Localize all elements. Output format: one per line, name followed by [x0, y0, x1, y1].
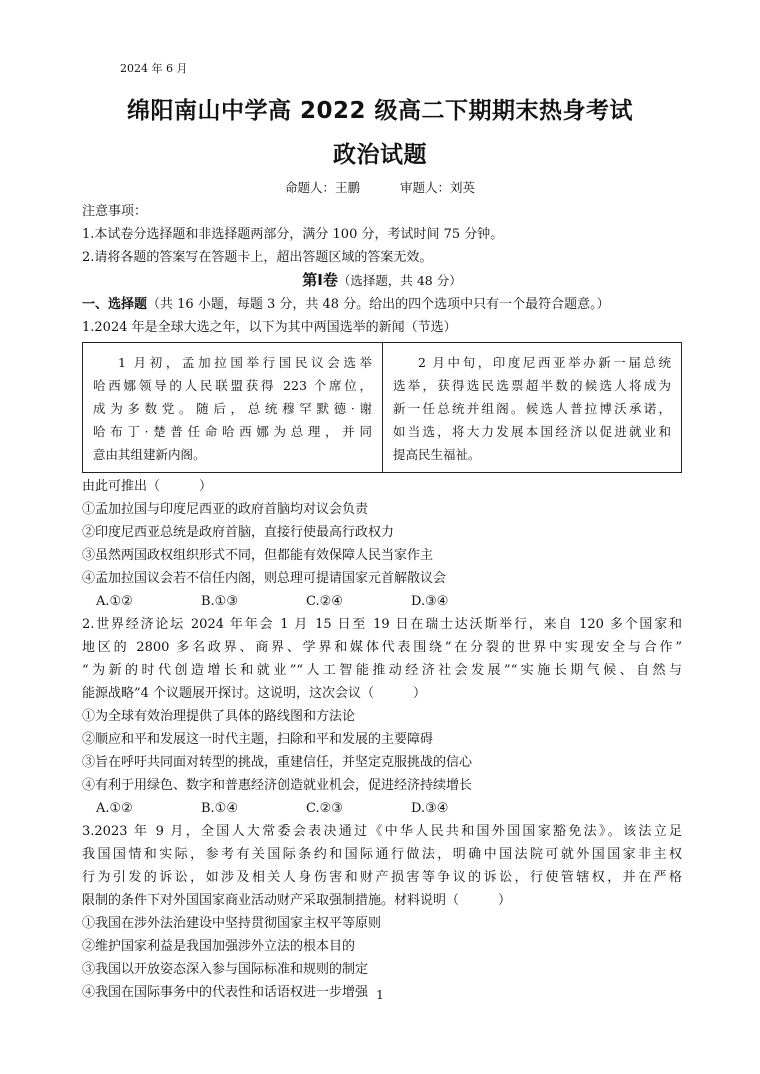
q1-statement: ①孟加拉国与印度尼西亚的政府首脑均对议会负责	[82, 502, 369, 517]
q2-statement: ①为全球有效治理提供了具体的路线图和方法论	[82, 709, 356, 724]
news-line: 意由其组建新内阁。	[93, 447, 206, 462]
option-d: D.③④	[411, 801, 449, 816]
section-name: 第Ⅰ卷	[302, 271, 338, 289]
option-d: D.③④	[411, 594, 449, 609]
q1-statement: ④孟加拉国议会若不信任内阁，则总理可提请国家元首解散议会	[82, 571, 447, 586]
q2-options	[82, 797, 682, 820]
news-line: 哈布丁·楚普任命哈西娜为总理，并同	[93, 424, 372, 439]
q1-prompt: 由此可推出（ ）	[82, 479, 213, 494]
note-item: 1.本试卷分选择题和非选择题两部分，满分 100 分，考试时间 75 分钟。	[82, 227, 504, 242]
exam-date: 2024 年 6 月	[120, 62, 188, 75]
q1-statement: ③虽然两国政权组织形式不同，但都能有效保障人民当家作主	[82, 548, 434, 563]
news-indonesia	[382, 343, 681, 472]
q2-line: “为新的时代创造增长和就业”“人工智能推动经济社会发展”“实施长期气候、自然与	[82, 663, 682, 678]
setter: 命题人：王鹏	[284, 180, 360, 195]
exam-content	[82, 200, 682, 1004]
section-title	[82, 269, 682, 293]
q2-line: 地区的 2800 多名政界、商界、学界和媒体代表围绕“在分裂的世界中实现安全与合作”	[82, 640, 682, 655]
authors-line	[0, 178, 760, 196]
q3-line: 3.2023 年 9 月，全国人大常委会表决通过《中华人民共和国外国国家豁免法》。该法立足	[82, 824, 682, 839]
option-a: A.①②	[96, 594, 133, 609]
q3-statement: ③我国以开放姿态深入参与国际标准和规则的制定	[82, 962, 369, 977]
news-line: 新一任总统并组阁。候选人普拉博沃承诺，	[393, 401, 671, 416]
q3-line: 我国国情和实际，参考有关国际条约和国际通行做法，明确中国法院可就外国国家非主权	[82, 847, 682, 862]
option-c: C.②④	[306, 594, 343, 609]
option-b: B.①④	[201, 801, 238, 816]
option-b: B.①③	[201, 594, 238, 609]
note-item: 2.请将各题的答案写在答题卡上，超出答题区域的答案无效。	[82, 250, 433, 265]
option-c: C.②③	[306, 801, 343, 816]
section-note: （选择题，共 48 分）	[337, 273, 462, 288]
q1-options	[82, 590, 682, 613]
news-line: 2 月中旬，印度尼西亚举办新一届总统	[418, 355, 671, 370]
q3-statement: ②维护国家利益是我国加强涉外立法的根本目的	[82, 939, 356, 954]
q2-statement: ②顺应和平和发展这一时代主题，扫除和平和发展的主要障碍	[82, 732, 434, 747]
q1-stem: 1.2024 年是全球大选之年，以下为其中两国选举的新闻（节选）	[82, 320, 457, 335]
news-bangladesh	[83, 343, 382, 472]
q3-statement: ①我国在涉外法治建设中坚持贯彻国家主权平等原则	[82, 916, 382, 931]
news-line: 如当选，将大力发展本国经济以促进就业和	[393, 424, 671, 439]
section-heading-bold: 一、选择题	[82, 297, 148, 312]
q3-line: 行为引发的诉讼，如涉及相关人身伤害和财产损害等争议的诉讼，行使管辖权，并在严格	[82, 870, 682, 885]
news-table	[82, 342, 682, 473]
news-line: 选举，获得选民选票超半数的候选人将成为	[393, 378, 671, 393]
q1-statement: ②印度尼西亚总统是政府首脑，直接行使最高行政权力	[82, 525, 395, 540]
section-heading	[82, 293, 682, 316]
news-line: 提高民生福祉。	[393, 447, 481, 462]
q2-line: 能源战略”4 个议题展开探讨。这说明，这次会议（ ）	[82, 686, 427, 701]
news-line: 1 月初，孟加拉国举行国民议会选举	[118, 355, 372, 370]
exam-title: 绵阳南山中学高 2022 级高二下期期末热身考试	[126, 98, 634, 124]
notes-heading: 注意事项：	[82, 204, 148, 219]
news-line: 哈西娜领导的人民联盟获得 223 个席位，	[93, 378, 372, 393]
page-number: 1	[376, 988, 384, 1002]
option-a: A.①②	[96, 801, 133, 816]
exam-subtitle: 政治试题	[333, 142, 427, 168]
q2-statement: ④有利于用绿色、数字和普惠经济创造就业机会，促进经济持续增长	[82, 778, 473, 793]
q3-line: 限制的条件下对外国国家商业活动财产采取强制措施。材料说明（ ）	[82, 893, 512, 908]
q2-statement: ③旨在呼吁共同面对转型的挑战，重建信任，并坚定克服挑战的信心	[82, 755, 473, 770]
q3-statement: ④我国在国际事务中的代表性和话语权进一步增强	[82, 985, 369, 1000]
section-heading-rest: （共 16 小题，每题 3 分，共 48 分。给出的四个选项中只有一个最符合题意。）	[147, 297, 610, 312]
q2-line: 2.世界经济论坛 2024 年年会 1 月 15 日至 19 日在瑞士达沃斯举行，来自 120 多个国家和	[82, 617, 682, 632]
news-line: 成为多数党。随后，总统穆罕默德·谢	[93, 401, 372, 416]
reviewer: 审题人：刘英	[399, 180, 475, 195]
